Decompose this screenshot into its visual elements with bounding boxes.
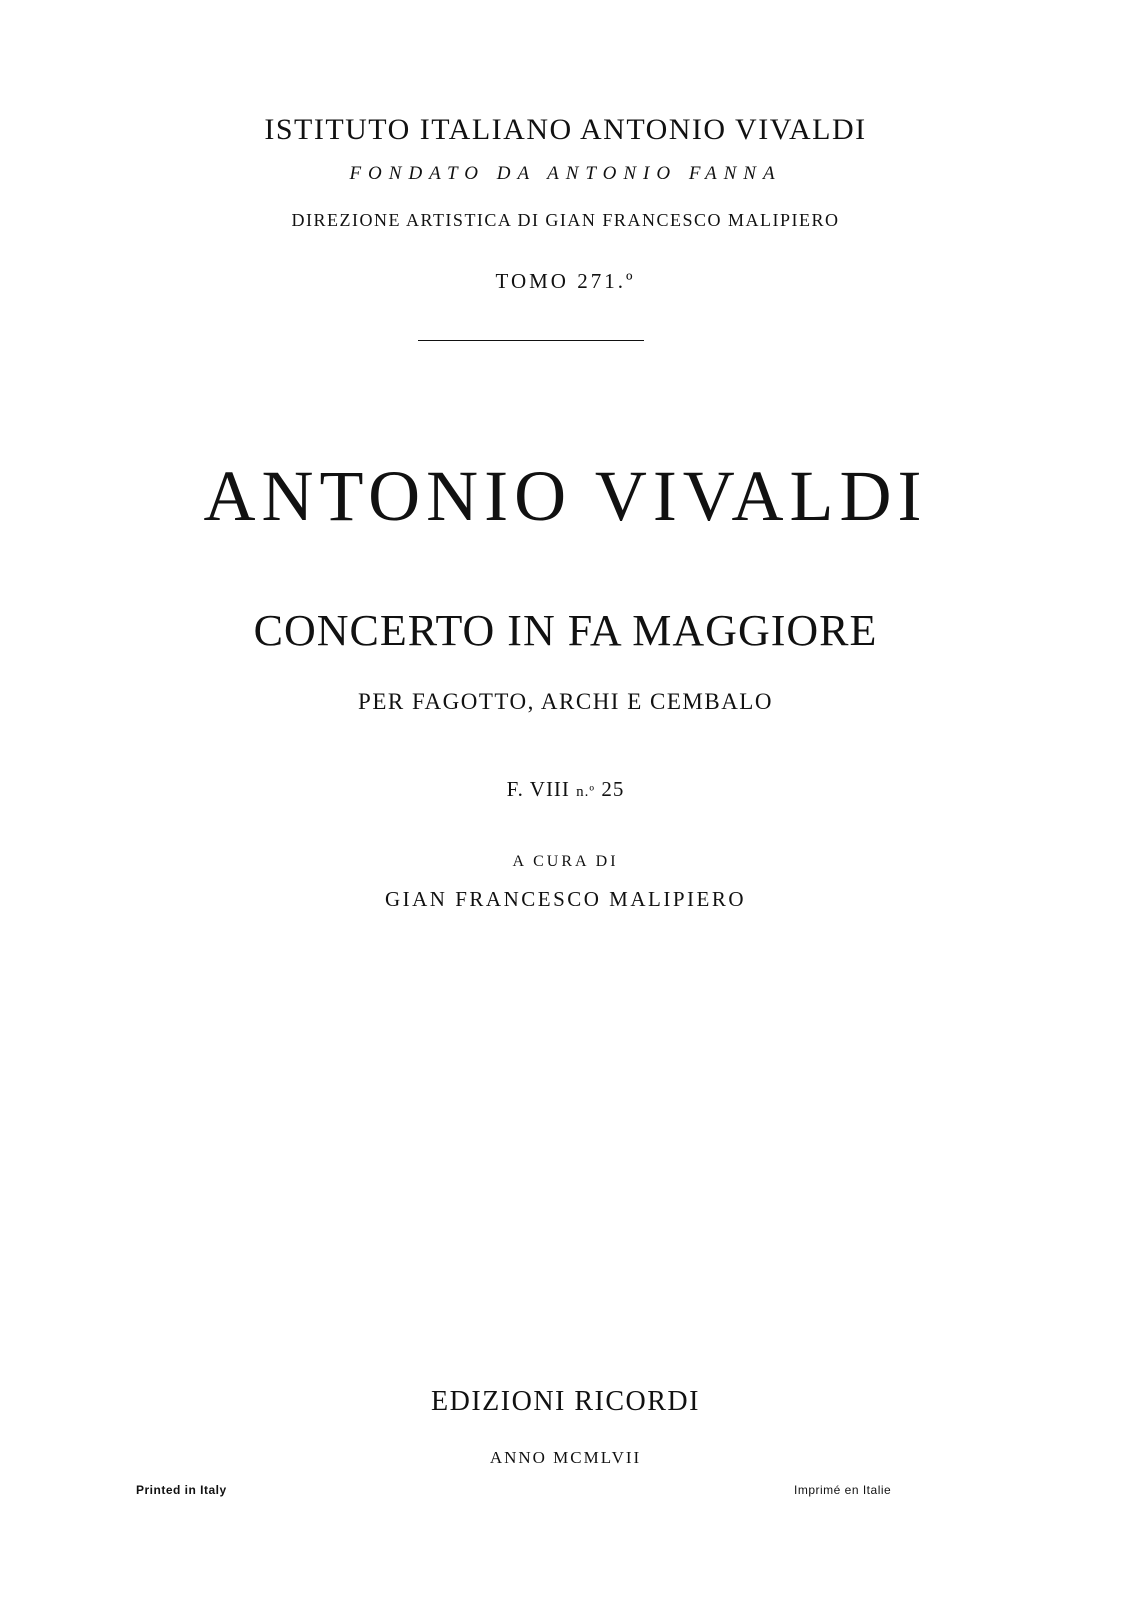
divider-rule	[418, 340, 644, 341]
publisher-name: EDIZIONI RICORDI	[431, 1386, 700, 1417]
instrumentation-line: PER FAGOTTO, ARCHI E CEMBALO	[358, 689, 773, 714]
catalog-number-value: 25	[601, 777, 625, 801]
composer-name: ANTONIO VIVALDI	[203, 456, 928, 536]
catalog-number	[0, 777, 1131, 802]
imprime-en-italie-note: Imprimé en Italie	[794, 1483, 892, 1497]
publication-year: ANNO MCMLVII	[489, 1448, 642, 1467]
catalog-number-label: n.º	[576, 784, 596, 800]
founder-line: FONDATO DA ANTONIO FANNA	[349, 163, 782, 184]
artistic-direction-line: DIREZIONE ARTISTICA DI GIAN FRANCESCO MALIPIERO	[291, 210, 840, 230]
work-title: CONCERTO IN FA MAGGIORE	[253, 606, 878, 655]
institute-name: ISTITUTO ITALIANO ANTONIO VIVALDI	[264, 113, 867, 146]
editor-name: GIAN FRANCESCO MALIPIERO	[384, 887, 747, 911]
printed-in-italy-note: Printed in Italy	[136, 1483, 227, 1497]
catalog-prefix: F. VIII	[506, 777, 570, 801]
volume-number: TOMO 271.º	[495, 269, 636, 293]
editor-label: A CURA DI	[512, 853, 619, 870]
